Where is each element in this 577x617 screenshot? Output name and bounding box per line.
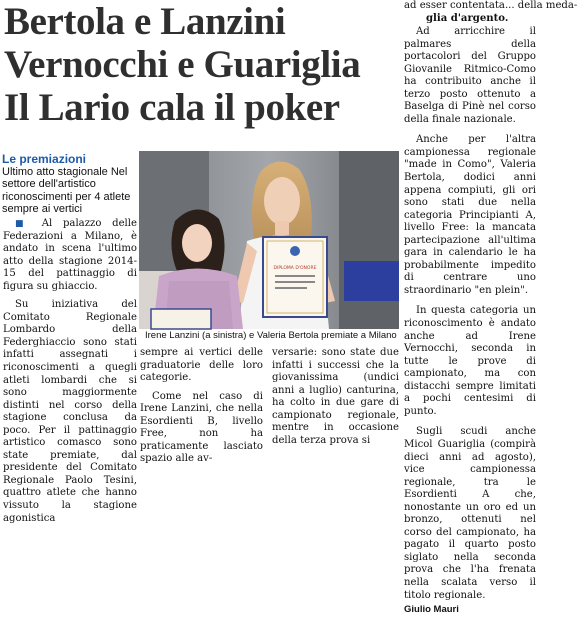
paragraph: In questa categoria un riconoscimento è andato anche ad Irene Vernocchi, seconda in tutte le prove di campionato, ma con distacchi sempre limitati a pochi centesimi di punto.: [404, 305, 536, 417]
headline: [4, 0, 399, 129]
article-photo: [139, 151, 399, 329]
paragraph: versarie: sono state due infatti i successi che la giovanissima (undici anni a luglio) canturina, ha colto in due gare di campionato regionale, mentre in occasione della terza prova si: [272, 347, 399, 446]
author-byline: Giulio Mauri: [404, 604, 459, 616]
sidebar-box: [2, 152, 138, 214]
fragment-line-1: ad esser contentata... della meda-: [404, 0, 577, 11]
bullet-icon: ■: [15, 219, 32, 229]
paragraph: Anche per l'altra campionessa regionale "made in Como", Valeria Bertola, dodici anni appena compiuti, gli ori sono stati due nella categoria Principianti A, livello Free: la mancata partecipazione all'ultima gara in calendario le ha probabilmente impedito di centrare uno straordinario "en plein".: [404, 134, 536, 296]
continued-fragment: [404, 0, 577, 26]
headline-line-3: Il Lario cala il poker: [4, 86, 340, 129]
paragraph: Sugli scudi anche Micol Guariglia (compirà dieci anni ad agosto), vice campionessa regionale, tra le Esordienti A che, nonostante un oro ed un bronzo, ottenuti nel corso del campionato, ha pagato il quarto posto siglato nella seconda prova che l'ha frenata nella scalata verso il titolo regionale.: [404, 426, 536, 601]
headline-line-2: Vernocchi e Guariglia: [4, 43, 361, 86]
headline-line-1: Bertola e Lanzini: [4, 0, 286, 43]
photo-illustration: [139, 151, 399, 329]
box-title: Le premiazioni: [2, 152, 87, 166]
fragment-line-2: glia d'argento.: [426, 12, 509, 24]
article-middle-column-2: [272, 347, 399, 446]
paragraph-text: Al palazzo delle Federazioni a Milano, è andato in scena l'ultimo atto della stagione 2014-15 del pattinaggio di figura su ghiaccio.: [3, 218, 137, 292]
paragraph: sempre ai vertici delle graduatorie delle loro categorie.: [140, 347, 263, 384]
paragraph: [3, 218, 137, 293]
paragraph: Come nel caso di Irene Lanzini, che nella Esordienti B, livello Free, non ha praticamente lasciato spazio alle av-: [140, 390, 263, 465]
box-body: Ultimo atto stagionale Nel settore dell'artistico riconoscimenti per 4 atlete sempre ai vertici: [2, 166, 131, 215]
paragraph: Su iniziativa del Comitato Regionale Lombardo della Federghiaccio sono stati infatti assegnati i riconoscimenti a quegli atleti lombardi che si sono maggiormente distinti nel corso della stagione conclusa da poco. Per il pattinaggio artistico comasco sono state premiate, dal presidente del Comitato Regionale Paolo Tesini, quattro atlete che hanno vissuto la stagione agonistica: [3, 299, 137, 524]
article-left-column: [3, 218, 137, 524]
article-middle-column-1: [140, 347, 263, 465]
article-right-column: [404, 0, 577, 616]
paragraph: Ad arricchire il palmares della portacolori del Gruppo Giovanile Ritmico-Como ha contribuito anche il terzo posto ottenuto a Baselga di Pinè nel corso della finale nazionale.: [404, 26, 536, 125]
photo-caption: Irene Lanzini (a sinistra) e Valeria Bertola premiate a Milano: [145, 330, 397, 341]
certificate-title: DIPLOMA D'ONORE: [273, 266, 317, 271]
